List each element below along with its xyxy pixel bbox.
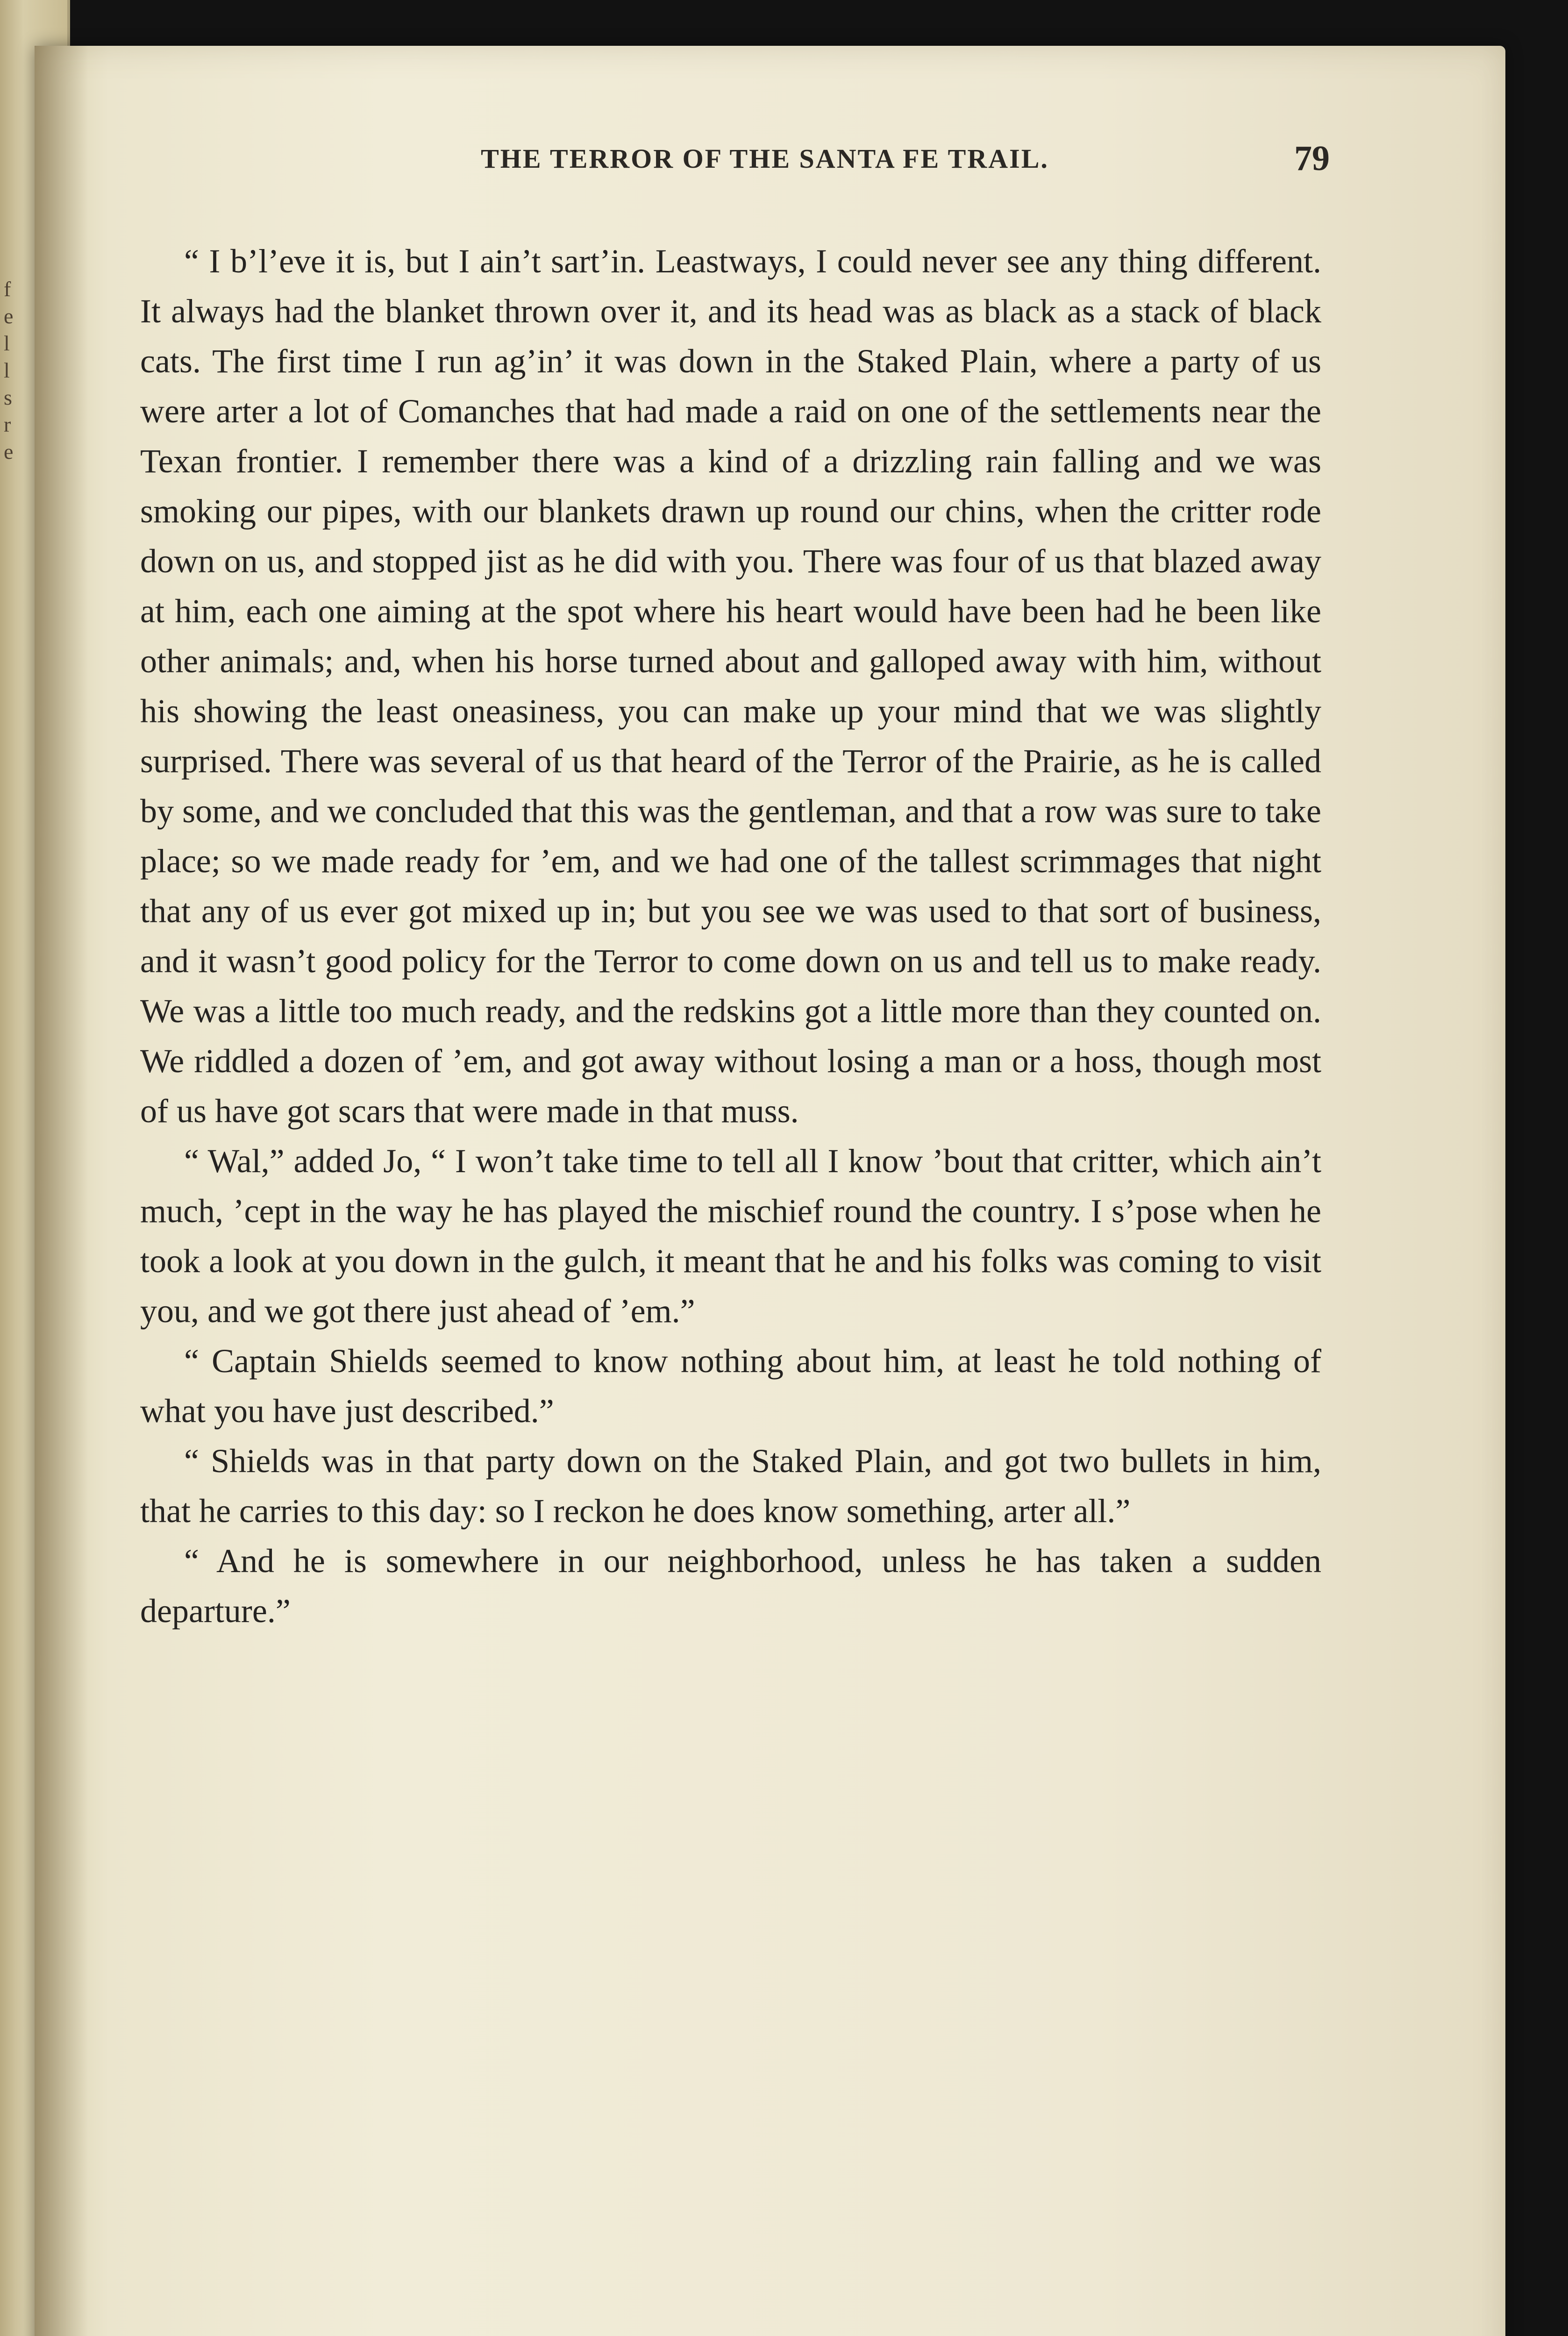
paragraph: “ I b’l’eve it is, but I ain’t sart’in. Leastways, I could never see any thing different. It always had the blanket thrown over it, and its head was as black as a stack of black cats. The first time I run ag’in’ it was down in the Staked Plain, where a party of us were arter a lot of Comanches that had made a raid on one of the settlements near the Texan frontier. I remember there was a kind of a drizzling rain falling and we was smoking our pipes, with our blankets drawn up round our chins, when the critter rode down on us, and stopped jist as he did with you. There was four of us that blazed away at him, each one aiming at the spot where his heart would have been had he been like other animals; and, when his horse turned about and galloped away with him, without his showing the least oneasiness, you can make up your mind that we was slightly surprised. There was several of us that heard of the Terror of the Prairie, as he is called by some, and we concluded that this was the gentleman, and that a row was sure to take place; so we made ready for ’em, and we had one of the tallest scrimmages that night that any of us ever got mixed up in; but you see we was used to that sort of business, and it wasn’t good policy for the Terror to come down on us and tell us to make ready. We was a little too much ready, and the redskins got a little more than they counted on. We riddled a dozen of ’em, and got away without losing a man or a hoss, though most of us have got scars that were made in that muss.: [140, 242, 1321, 1130]
paragraph: “ Shields was in that party down on the Staked Plain, and got two bullets in him, that he carries to this day: so I reckon he does know something, arter all.”: [140, 1442, 1321, 1530]
page-text: [140, 236, 1321, 1636]
left-page-fragment: e: [4, 304, 14, 328]
left-page-fragment: e: [4, 440, 14, 463]
paragraph: “ Wal,” added Jo, “ I won’t take time to tell all I know ’bout that critter, which ain’t much, ’cept in the way he has played the mischief round the country. I s’pose when he took a look at you down in the gulch, it meant that he and his folks was coming to visit you, and we got there just ahead of ’em.”: [140, 1142, 1321, 1330]
left-page-fragment: s: [4, 385, 12, 409]
left-page-fragment: r: [4, 413, 11, 436]
left-page-fragment: l: [4, 358, 10, 382]
paragraph: “ And he is somewhere in our neighborhood, unless he has taken a sudden departure.”: [140, 1542, 1321, 1630]
left-page-fragment: l: [4, 331, 10, 355]
left-page-fragment: f: [4, 277, 11, 301]
running-head: THE TERROR OF THE SANTA FE TRAIL.: [481, 143, 1049, 174]
left-page-text-fragments: [4, 276, 16, 465]
page-number: 79: [1294, 139, 1330, 178]
paragraph: “ Captain Shields seemed to know nothing about him, at least he told nothing of what you have just described.”: [140, 1342, 1321, 1430]
